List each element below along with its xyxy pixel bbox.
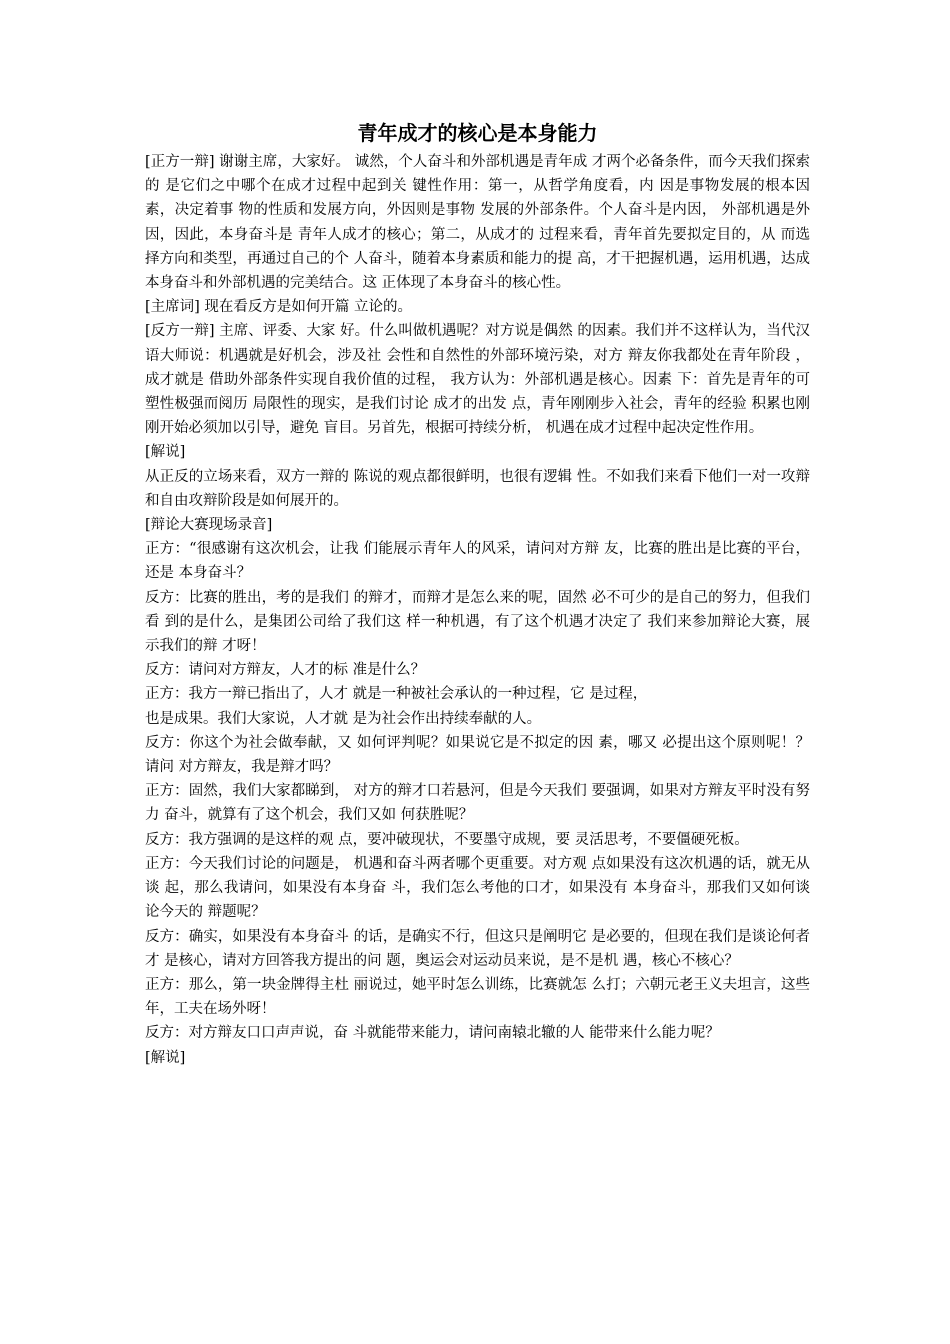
paragraph-commentary-heading: [解说] xyxy=(145,1049,186,1066)
paragraph-debate-line: 反方：确实，如果没有本身奋斗 的话，是确实不行，但这只是阐明它 是必要的，但现在我们是谈论何者才 是核心，请对方回答我方提出的问 题，奥运会对运动员来说，是不是机 遇，核心不核心？ xyxy=(145,928,810,969)
paragraph-debate-line: 反方：对方辩友口口声声说，奋 斗就能带来能力，请问南辕北辙的人 能带来什么能力呢？ xyxy=(145,1025,720,1042)
paragraph-recording-heading: [辩论大赛现场录音] xyxy=(145,517,273,534)
paragraph-debate-line: 反方：请问对方辩友，人才的标 准是什么？ xyxy=(145,662,426,679)
paragraph-debate-line: 反方：我方强调的是这样的观 点，要冲破现状，不要墨守成规，要 灵活思考，不要僵硬死板。 xyxy=(145,831,749,848)
paragraph-commentary: 从正反的立场来看，双方一辩的 陈说的观点都很鲜明，也很有逻辑 性。不如我们来看下他们一对一攻辩 和自由攻辩阶段是如何展开的。 xyxy=(145,468,810,509)
paragraph-debate-line: 正方：“很感谢有这次机会，让我 们能展示青年人的风采，请问对方辩 友，比赛的胜出是比赛的平台，还是 本身奋斗？ xyxy=(145,541,810,582)
document-title: 青年成才的核心是本身能力 xyxy=(357,121,598,145)
paragraph-debate-line: 也是成果。我们大家说，人才就 是为社会作出持续奉献的人。 xyxy=(145,710,542,727)
paragraph-debate-line: 正方：固然，我们大家都睇到， 对方的辩才口若悬河，但是今天我们 要强调，如果对方辩友平时没有努力 奋斗，就算有了这个机会，我们又如 何获胜呢？ xyxy=(145,783,810,824)
document-page xyxy=(145,118,810,1070)
document-body xyxy=(145,150,810,1070)
paragraph-debate-line: 反方：你这个为社会做奉献，又 如何评判呢？如果说它是不拟定的因 素，哪又 必提出这个原则呢！？请问 对方辩友，我是辩才吗？ xyxy=(145,734,810,776)
paragraph-debate-line: 正方：那么，第一块金牌得主杜 丽说过，她平时怎么训练，比赛就怎 么打；六朝元老王义夫坦言，这些 年，工夫在场外呀！ xyxy=(145,976,810,1018)
paragraph-debate-line: 正方：我方一辩已指出了，人才 就是一种被社会承认的一种过程，它 是过程， xyxy=(145,686,648,703)
paragraph-debate-line: 反方：比赛的胜出，考的是我们 的辩才，而辩才是怎么来的呢，固然 必不可少的是自己的努力，但我们看 到的是什么，是集团公司给了我们这 样一种机遇，有了这个机遇才决定了 我们来参加辩论大赛，展示我们的辩 才呀！ xyxy=(145,589,810,655)
paragraph-chair-remark: [主席词] 现在看反方是如何开篇 立论的。 xyxy=(145,299,413,316)
paragraph-negative-first-speaker: [反方一辩] 主席、评委、大家 好。什么叫做机遇呢？对方说是偶然 的因素。我们并不这样认为，当代汉 语大师说：机遇就是好机会，涉及社 会性和自然性的外部环境污染，对方 辩友你我都处在青年阶段 ，成才就是 借助外部条件实现自我价值的过程， 我方认为：外部机遇是核心。因素 下：首先是青年的可塑性极强而阅历 局限性的现实，是我们讨论 成才的出发 点，青年刚刚步入社会，青年的经验 积累也刚刚开始必须加以引导，避免 盲目。另首先，根据可持续分析， 机遇在成才过程中起决定性作用。 xyxy=(145,323,810,437)
paragraph-debate-line: 正方：今天我们讨论的问题是， 机遇和奋斗两者哪个更重要。对方观 点如果没有这次机遇的话，就无从谈 起，那么我请问，如果没有本身奋 斗，我们怎么考他的口才，如果没有 本身奋斗，那我们又如何谈论今天的 辩题呢？ xyxy=(145,855,810,921)
paragraph-commentary-heading: [解说] xyxy=(145,444,186,461)
paragraph-affirmative-first-speaker: [正方一辩] 谢谢主席，大家好。 诚然，个人奋斗和外部机遇是青年成 才两个必备条件，而今天我们探索的 是它们之中哪个在成才过程中起到关 键性作用：第一，从哲学角度看，内 因是事物发展的根本因素，决定着事 物的性质和发展方向，外因则是事物 发展的外部条件。个人奋斗是内因， 外部机遇是外因，因此，本身奋斗是 青年人成才的核心；第二，从成才的 过程来看，青年首先要拟定目的，从 而选择方向和类型，再通过自己的个 人奋斗，随着本身素质和能力的提 高，才干把握机遇，运用机遇，达成 本身奋斗和外部机遇的完美结合。这 正体现了本身奋斗的核心性。 xyxy=(145,154,810,292)
